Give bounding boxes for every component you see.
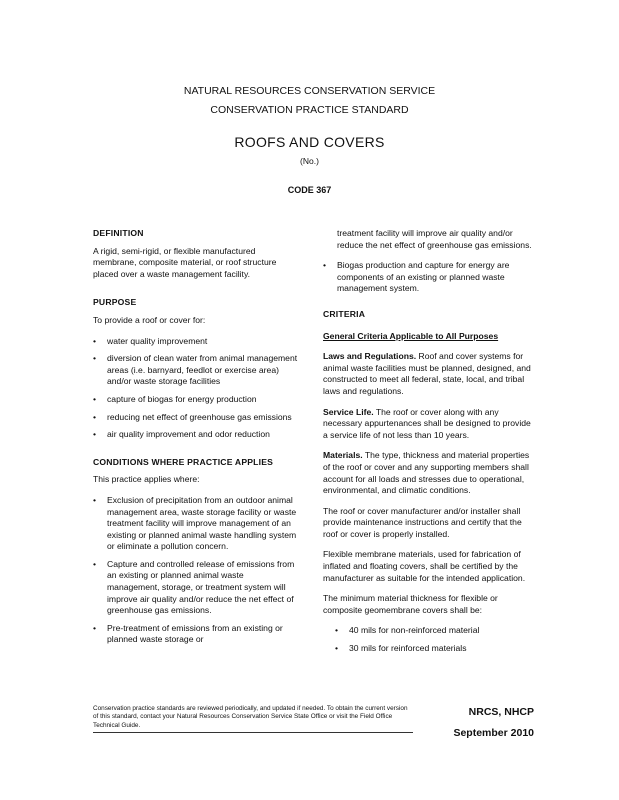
list-item: • water quality improvement [93, 336, 298, 348]
flexible-text: Flexible membrane materials, used for fabrication of inflated and floating covers, shall be certified by the manufacturer as suitable for the intended application. [323, 549, 526, 583]
manufacturer-text: The roof or cover manufacturer and/or installer shall provide maintenance instructions and certify that the roof or cover is properly installed. [323, 505, 522, 539]
unit-label: (No.) [300, 156, 319, 166]
list-item: • air quality improvement and odor reduction [93, 429, 298, 441]
continued-text: treatment facility will improve air quality and/or reduce the net effect of greenhouse gas emissions. [337, 228, 532, 250]
standard-heading: CONSERVATION PRACTICE STANDARD [210, 104, 409, 116]
list-item: • 40 mils for non-reinforced material [323, 625, 533, 637]
list-item: • 30 mils for reinforced materials [323, 643, 533, 655]
general-criteria-heading: General Criteria Applicable to All Purposes [323, 330, 499, 341]
conditions-list [93, 495, 298, 646]
service-lead: Service Life. [323, 406, 374, 417]
materials-text: The type, thickness and material properties of the roof or cover and any supporting members shall account for all loads and stresses due to operational, environmental, and climatic conditions. [323, 450, 530, 496]
definition-text: A rigid, semi-rigid, or flexible manufactured membrane, composite material, or roof structure placed over a waste management facility. [93, 245, 277, 279]
laws-text: Roof and cover systems for animal waste facilities must be planned, designed, and constructed to meet all federal, state, local, and tribal laws and regulations. [323, 351, 531, 396]
list-item: • diversion of clean water from animal management areas (i.e. barnyard, feedlot or exercise area) and/or waste storage facilities [93, 353, 298, 388]
laws-paragraph [323, 351, 533, 397]
thickness-list [323, 625, 533, 654]
footer-org: NRCS, NHCP [468, 706, 534, 718]
list-item: • Biogas production and capture for energy are components of an existing or planned waste management system. [323, 260, 533, 295]
list-item: • capture of biogas for energy production [93, 394, 298, 406]
practice-code: CODE 367 [287, 185, 332, 195]
list-item: • Exclusion of precipitation from an outdoor animal management area, waste storage facility or waste treatment facility will improve management of an existing or planned animal waste handling system or eliminate a pollution concern. [93, 495, 298, 553]
purpose-list [93, 336, 298, 441]
conditions-intro: This practice applies where: [93, 474, 200, 485]
materials-lead: Materials. [323, 450, 363, 461]
materials-paragraph [323, 450, 533, 496]
page-title: ROOFS AND COVERS [234, 134, 385, 150]
footer-divider [93, 732, 413, 733]
laws-lead: Laws and Regulations. [323, 351, 417, 362]
list-item: • reducing net effect of greenhouse gas emissions [93, 412, 298, 424]
right-column [323, 228, 533, 665]
agency-heading: NATURAL RESOURCES CONSERVATION SERVICE [183, 85, 436, 97]
definition-heading: DEFINITION [93, 228, 144, 238]
purpose-intro: To provide a roof or cover for: [93, 314, 206, 325]
footer-date: September 2010 [453, 727, 534, 739]
service-paragraph [323, 407, 533, 442]
thickness-text: The minimum material thickness for flexible or composite geomembrane covers shall be: [323, 593, 498, 615]
left-column [93, 228, 298, 656]
biogas-list [323, 260, 533, 295]
footer-note: Conservation practice standards are reviewed periodically, and updated if needed. To obtain the current version of this standard, contact your Natural Resources Conservation Service State Office or visit the Field Office Technical Guide. [93, 705, 408, 729]
list-item: • Capture and controlled release of emissions from an existing or planned animal waste management, storage, or treatment system will improve air quality and/or reduce the net effect of greenhouse gas emissions. [93, 559, 298, 617]
list-item: • Pre-treatment of emissions from an existing or planned waste storage or [93, 623, 298, 646]
criteria-heading: CRITERIA [323, 308, 366, 319]
purpose-heading: PURPOSE [93, 297, 137, 308]
conditions-heading: CONDITIONS WHERE PRACTICE APPLIES [93, 456, 274, 467]
service-text: The roof or cover along with any necessary appurtenances shall be designed to provide a service life of not less than 10 years. [323, 406, 531, 440]
